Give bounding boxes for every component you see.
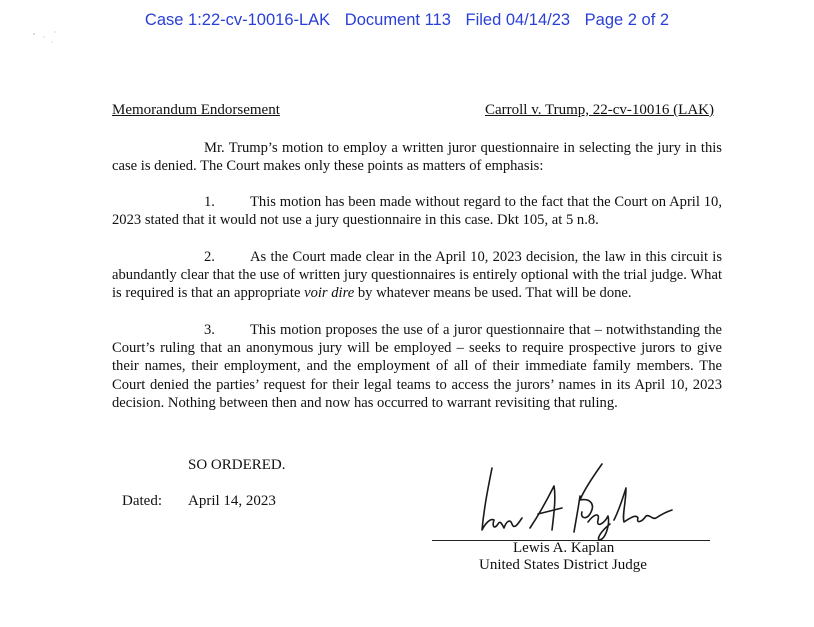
caption-case-title: Carroll v. Trump, 22-cv-10016 (LAK): [484, 102, 714, 118]
point-2-voir-dire: voir dire: [304, 285, 355, 302]
caption-memorandum-endorsement: Memorandum Endorsement: [112, 102, 280, 118]
point-2-text-a: As the Court made clear in the April 10, 2023 decision, the law in this circuit is abundantly clear that the use of written jury questionnaires is entirely optional with the trial judge. What is required is that an appropriate: [112, 249, 722, 302]
intro-text: Mr. Trump’s motion to employ a written juror questionnaire in selecting the jury in this case is denied. The Court makes only these points as matters of emphasis:: [112, 140, 722, 175]
judge-title: United States District Judge: [479, 557, 647, 573]
point-1-paragraph: [112, 193, 722, 229]
document-number: Document 113: [344, 11, 451, 29]
point-2-number: 2.: [204, 249, 215, 265]
point-1-number: 1.: [204, 194, 215, 210]
so-ordered: SO ORDERED.: [188, 457, 286, 473]
point-1-text: This motion has been made without regard to the fact that the Court on April 10, 2023 stated that it would not use a jury questionnaire in this case. Dkt 105, at 5 n.8.: [112, 194, 722, 229]
point-2-text-b: by whatever means be used. That will be done.: [354, 285, 632, 302]
judge-name: Lewis A. Kaplan: [513, 540, 615, 556]
point-3-number: 3.: [204, 322, 215, 338]
intro-paragraph: [112, 139, 722, 175]
dated-label: Dated:: [122, 493, 162, 509]
point-3-text: This motion proposes the use of a juror questionnaire that – notwithstanding the Court’s ruling that an anonymous jury will be employed – seeks to require prospective jurors to give their names, their employment, and the employment of all of their immediate family members. The Court denied the parties’ request for their legal teams to access the jurors’ names in its April 10, 2023 decision. Nothing between then and now has occurred to warrant revisiting that ruling.: [112, 322, 722, 411]
case-header: [0, 11, 814, 30]
point-3-paragraph: [112, 321, 722, 412]
page-indicator: Page 2 of 2: [584, 11, 670, 29]
scan-specks: [30, 28, 70, 48]
dated-value: April 14, 2023: [188, 493, 276, 509]
case-number: Case 1:22-cv-10016-LAK: [144, 11, 331, 29]
handwritten-signature: [430, 458, 720, 543]
point-2-paragraph: [112, 248, 722, 303]
filed-date: Filed 04/14/23: [465, 11, 571, 29]
